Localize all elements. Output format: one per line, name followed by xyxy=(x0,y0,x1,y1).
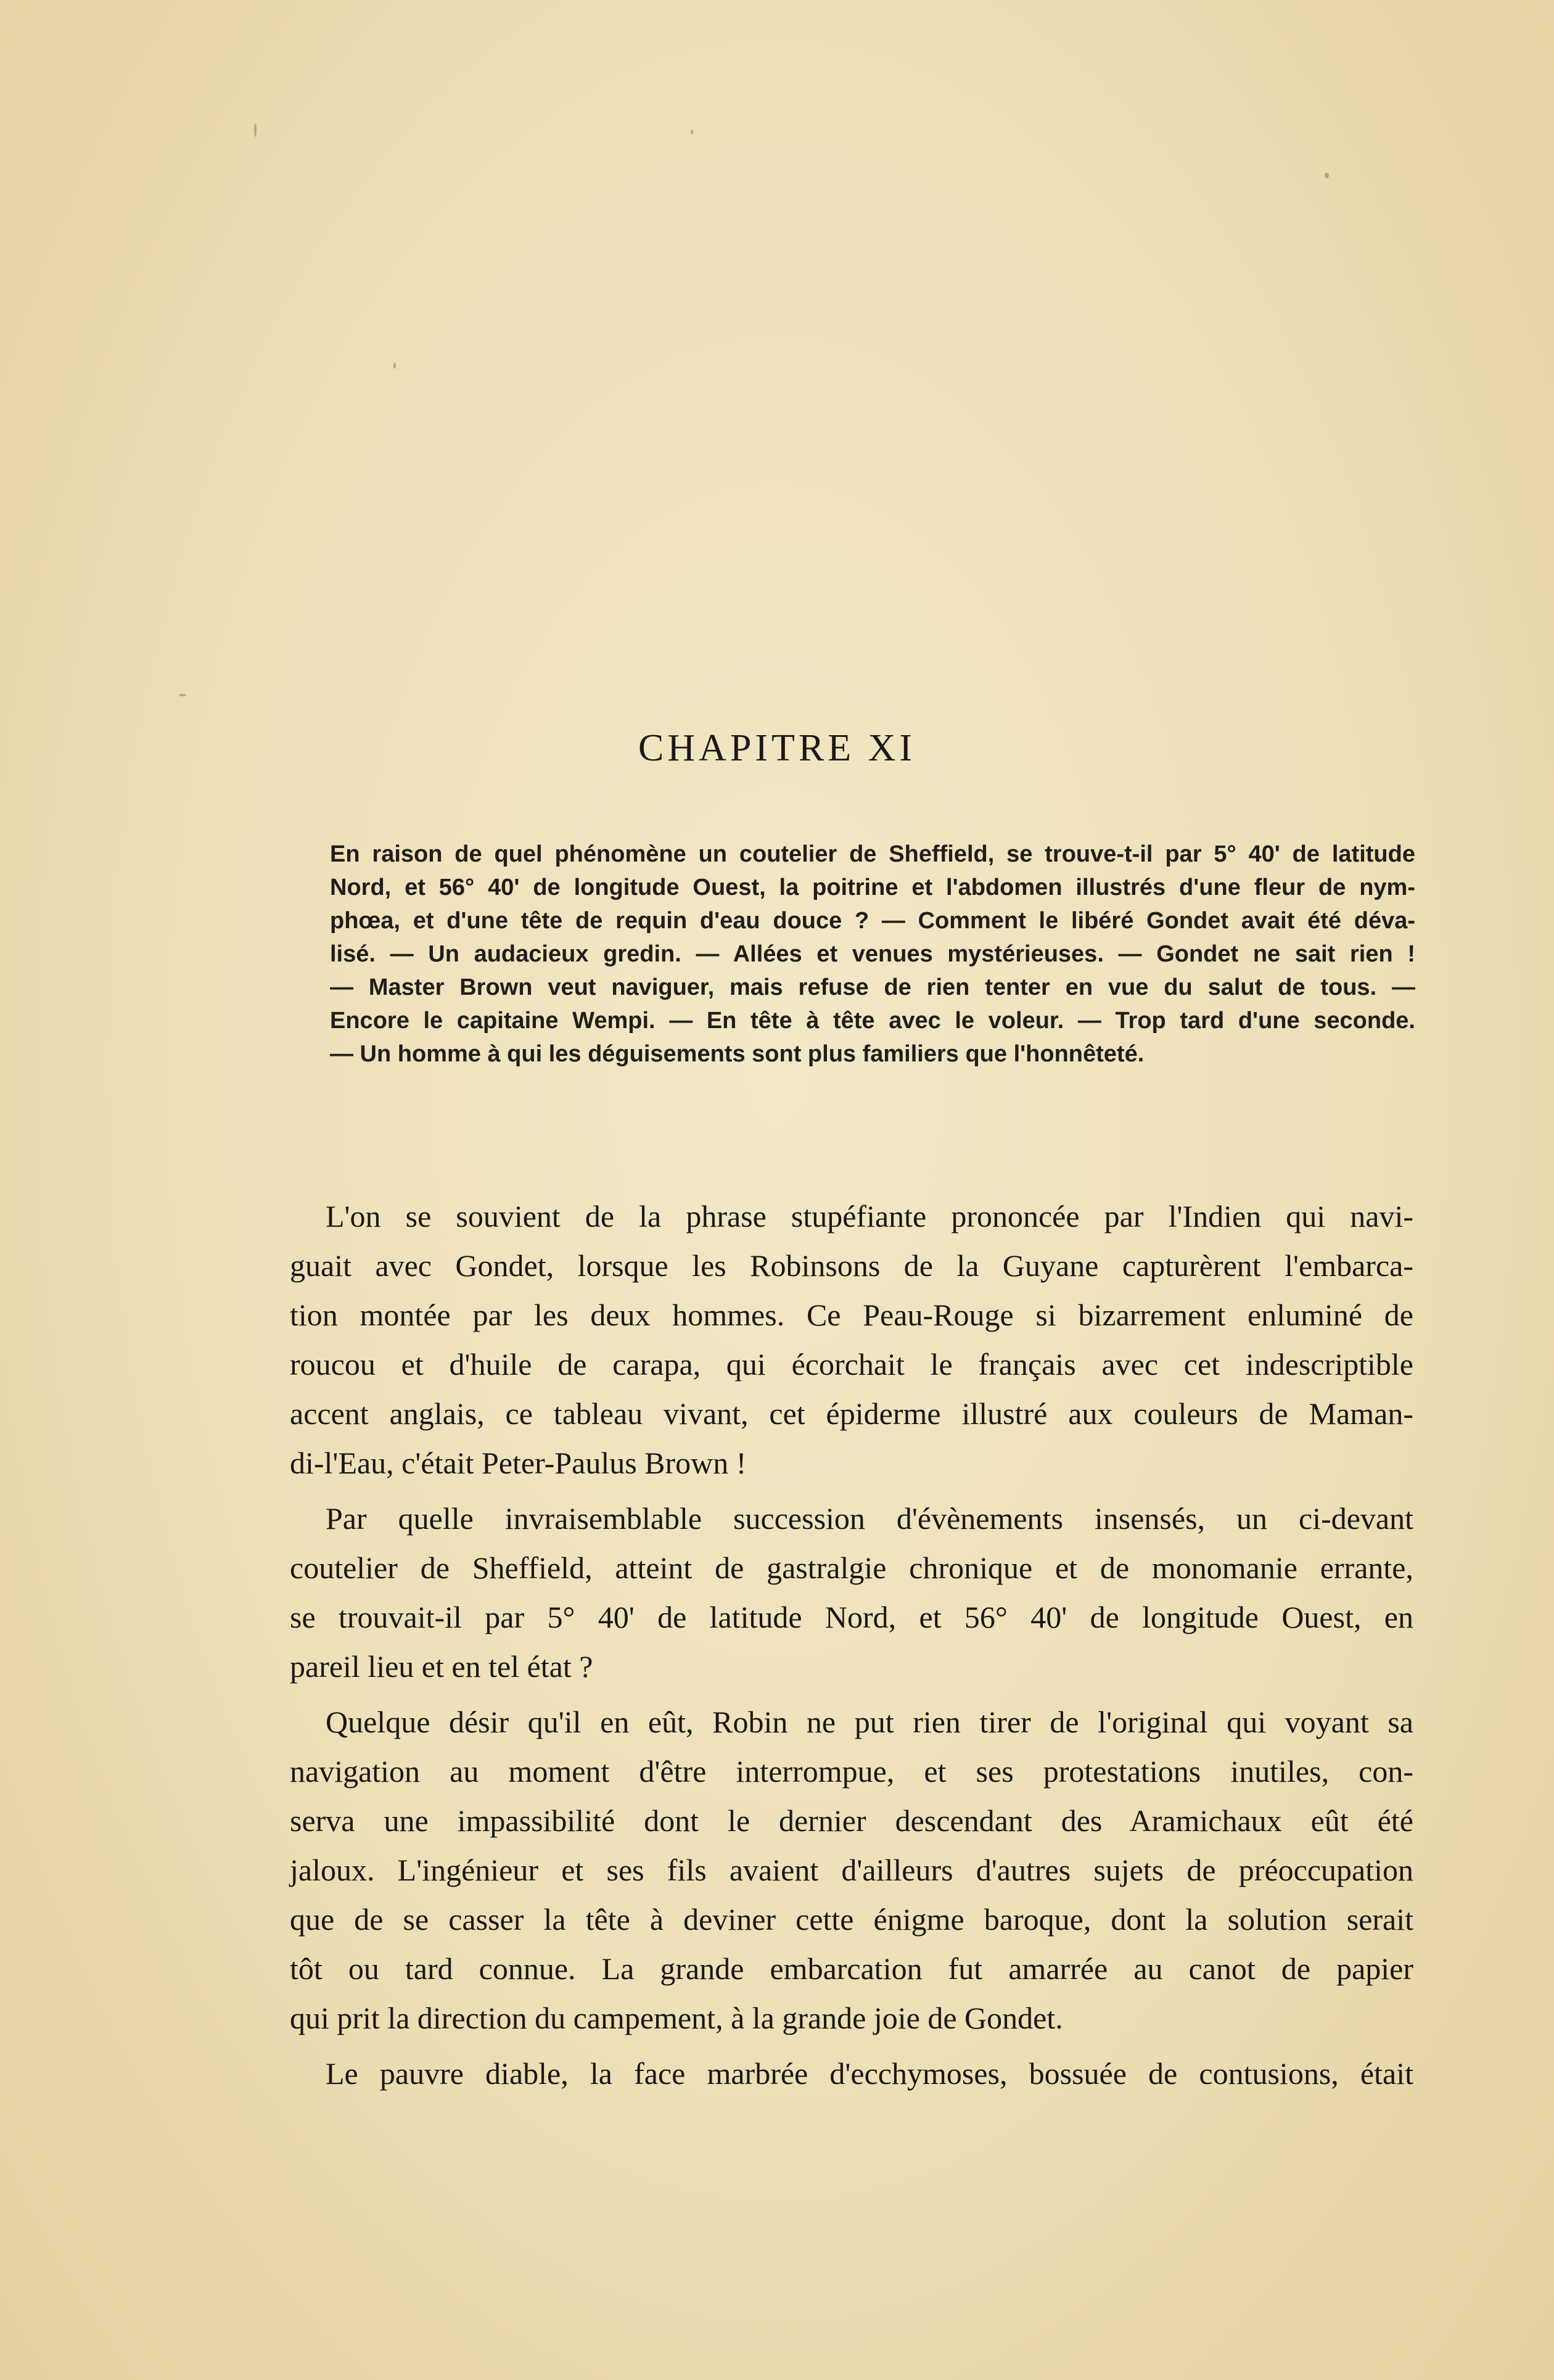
summary-line: — Un homme à qui les déguisements sont plus familiers que l'honnêteté. xyxy=(330,1041,1145,1067)
paragraph-line: L'on se souvient de la phrase stupéfiante prononcée par l'Indien qui navi- xyxy=(326,1199,1413,1233)
paper-speck xyxy=(1325,173,1329,178)
paragraph-line: serva une impassibilité dont le dernier descendant des Aramichaux eût été xyxy=(290,1803,1413,1838)
paragraph-line: Quelque désir qu'il en eût, Robin ne put rien tirer de l'original qui voyant sa xyxy=(326,1705,1413,1739)
summary-line: phœa, et d'une tête de requin d'eau douce ? — Comment le libéré Gondet avait été déva- xyxy=(330,908,1415,934)
paragraph xyxy=(290,2049,1413,2098)
paragraph xyxy=(290,1494,1413,1691)
chapter-title: CHAPITRE XI xyxy=(638,727,916,769)
paragraph-line: di-l'Eau, c'était Peter-Paulus Brown ! xyxy=(290,1446,747,1480)
paragraph-line: pareil lieu et en tel état ? xyxy=(290,1649,593,1684)
paragraph-line: navigation au moment d'être interrompue, et ses protestations inutiles, con- xyxy=(290,1754,1413,1789)
paper-speck xyxy=(393,363,396,369)
summary-line: lisé. — Un audacieux gredin. — Allées et venues mystérieuses. — Gondet ne sait rien ! xyxy=(330,941,1415,967)
paragraph-line: roucou et d'huile de carapa, qui écorchait le français avec cet indescriptible xyxy=(290,1347,1413,1381)
paragraph xyxy=(290,1697,1413,2043)
paragraph-line: jaloux. L'ingénieur et ses fils avaient d'ailleurs d'autres sujets de préoccupation xyxy=(290,1853,1413,1887)
paragraph-line: que de se casser la tête à deviner cette énigme baroque, dont la solution serait xyxy=(290,1902,1413,1937)
chapter-body xyxy=(290,1192,1413,2104)
paragraph-line: accent anglais, ce tableau vivant, cet épiderme illustré aux couleurs de Maman- xyxy=(290,1396,1413,1431)
paper-speck xyxy=(691,130,693,134)
paragraph-line: guait avec Gondet, lorsque les Robinsons de la Guyane capturèrent l'embarca- xyxy=(290,1248,1413,1283)
paragraph xyxy=(290,1192,1413,1488)
paragraph-line: Par quelle invraisemblable succession d'évènements insensés, un ci-devant xyxy=(326,1501,1413,1536)
summary-line: — Master Brown veut naviguer, mais refuse de rien tenter en vue du salut de tous. — xyxy=(330,974,1415,1000)
paragraph-line: tion montée par les deux hommes. Ce Peau-Rouge si bizarrement enluminé de xyxy=(290,1298,1413,1332)
summary-line: Nord, et 56° 40' de longitude Ouest, la poitrine et l'abdomen illustrés d'une fleur de nym- xyxy=(330,875,1415,900)
summary-line: En raison de quel phénomène un coutelier de Sheffield, se trouve-t-il par 5° 40' de latitude xyxy=(330,841,1415,867)
paper-speck xyxy=(254,123,257,137)
paragraph-line: Le pauvre diable, la face marbrée d'ecchymoses, bossuée de contusions, était xyxy=(326,2056,1413,2091)
paper-speck xyxy=(179,694,186,696)
paragraph-line: tôt ou tard connue. La grande embarcation fut amarrée au canot de papier xyxy=(290,1951,1413,1986)
paragraph-line: coutelier de Sheffield, atteint de gastralgie chronique et de monomanie errante, xyxy=(290,1550,1413,1585)
paragraph-line: qui prit la direction du campement, à la grande joie de Gondet. xyxy=(290,2001,1063,2035)
summary-line: Encore le capitaine Wempi. — En tête à tête avec le voleur. — Trop tard d'une seconde. xyxy=(330,1008,1415,1034)
paragraph-line: se trouvait-il par 5° 40' de latitude Nord, et 56° 40' de longitude Ouest, en xyxy=(290,1600,1413,1634)
chapter-summary xyxy=(330,838,1415,1071)
